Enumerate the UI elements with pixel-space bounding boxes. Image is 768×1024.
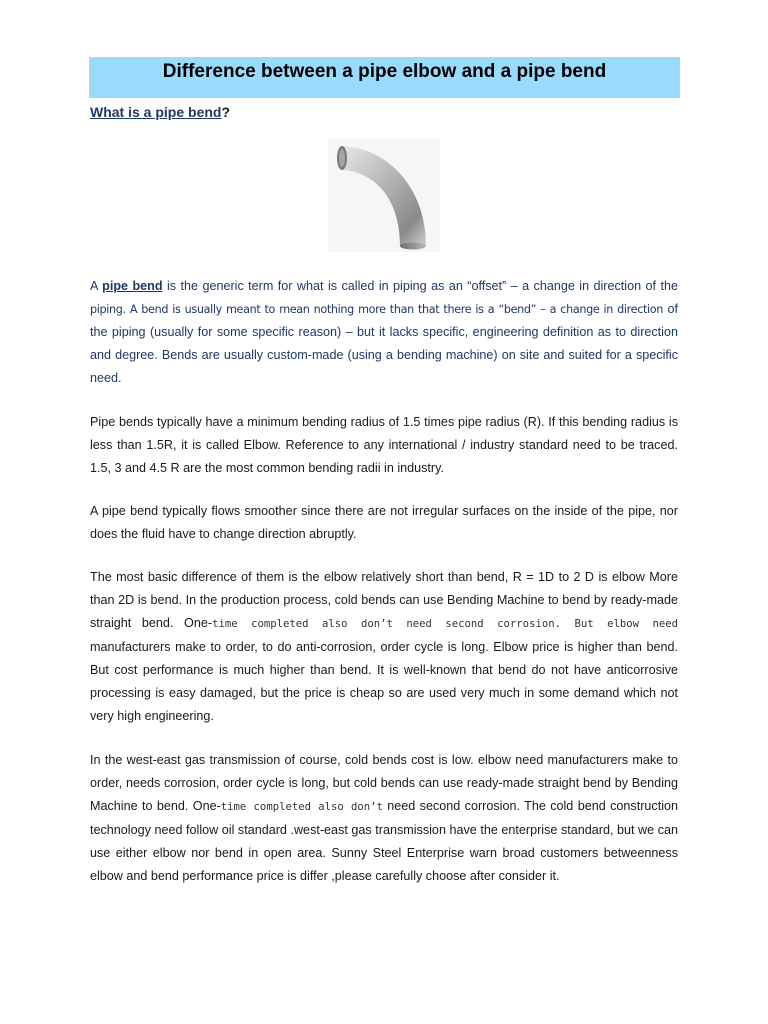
- paragraph-pipe-bend-definition: [90, 275, 678, 390]
- section-heading-text: What is a pipe bend: [90, 104, 222, 120]
- page-title: Difference between a pipe elbow and a pipe bend: [162, 61, 607, 82]
- p5-part-c: need second corrosion. The cold bend construction technology need follow oil standard .west-east gas transmission have the enterprise standard, but we can use either elbow nor bend in open area. Sunny Steel Enterprise warn broad customers betweenness elbow and bend performance price is differ ,please carefully choose after consider it.: [90, 799, 678, 883]
- pipe-bend-image: [328, 138, 440, 252]
- pipe-bend-icon: [328, 138, 440, 252]
- pipe-bend-term: pipe bend: [102, 279, 163, 293]
- title-banner: [89, 57, 680, 98]
- paragraph-gas-transmission: [90, 749, 678, 888]
- p4-part-a: The most basic difference of them is the elbow relatively short than bend, R = 1D to 2 D is elbow More than 2D is bend. In the production process, cold bends can use Bending Machine to bend by ready-made straight bend. One-: [90, 570, 678, 630]
- paragraph-basic-difference: [90, 566, 678, 728]
- section-heading-suffix: ?: [221, 104, 231, 120]
- section-heading: [90, 104, 230, 120]
- p1-part-c: piping. A bend is usually meant to mean nothing more than that there is a “bend” – a change in direction: [90, 303, 664, 316]
- p4-part-b: time completed also don’t need second corrosion. But elbow need: [212, 618, 678, 630]
- paragraph-bending-radius: Pipe bends typically have a minimum bending radius of 1.5 times pipe radius (R). If this bending radius is less than 1.5R, it is called Elbow. Reference to any international / industry standard need to be traced. 1.5, 3 and 4.5 R are the most common bending radii in industry.: [90, 415, 678, 475]
- p4-part-c: manufacturers make to order, to do anti-corrosion, order cycle is long. Elbow price is higher than bend. But cost performance is much higher than bend. It is well-known that bend do not have anticorrosive processing is easy damaged, but the price is cheap so are used very much in some demand which not very high engineering.: [90, 640, 678, 723]
- p1-part-b: is the generic term for what is called in piping as an “offset” – a change in direction of the: [162, 279, 678, 293]
- p5-part-a: In the west-east gas transmission of course, cold bends cost is low. elbow need manufacturers make to order, needs corrosion, order cycle is long, but cold bends can use ready-made straight bend by Bending Machine to bend. One-: [90, 753, 678, 813]
- p1-lead: A: [90, 279, 103, 293]
- p5-part-b: time completed also don’t: [220, 801, 383, 813]
- p1-part-d: of the piping (usually for some specific reason) – but it lacks specific, engineering definition as to direction and degree. Bends are usually custom-made (using a bending machine) on site and suited for a specific need.: [90, 302, 678, 385]
- paragraph-flow: A pipe bend typically flows smoother since there are not irregular surfaces on the inside of the pipe, nor does the fluid have to change direction abruptly.: [90, 504, 678, 541]
